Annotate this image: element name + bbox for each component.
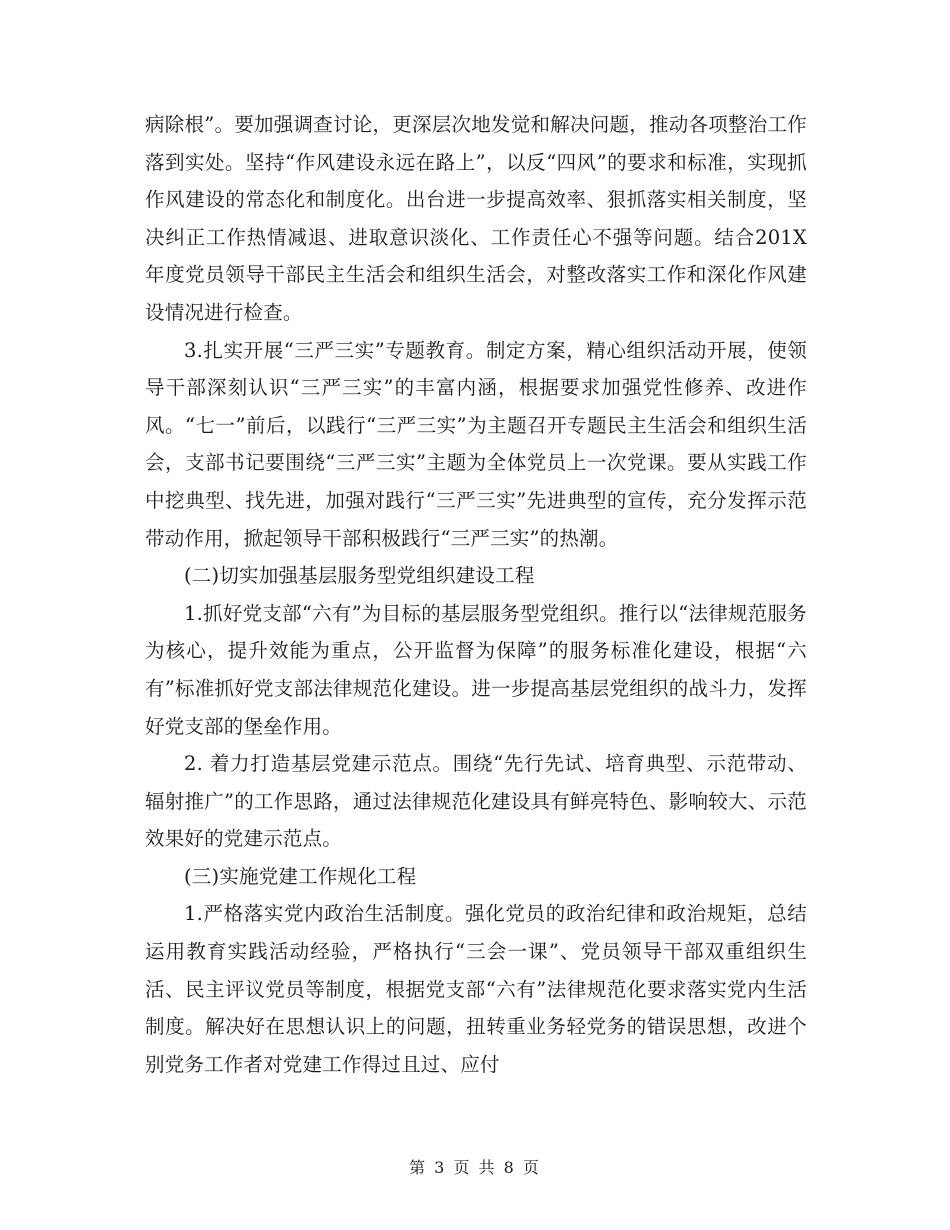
paragraph-2: 3.扎实开展“三严三实”专题教育。制定方案，精心组织活动开展，使领导干部深刻认识“三严三实”的丰富内涵，根据要求加强党性修养、改进作风。“七一”前后，以践行“三严三实”为主题召开专题民主生活会和组织生活会，支部书记要围绕“三严三实”主题为全体党员上一次党课。要从实践工作中挖典型、找先进，加强对践行“三严三实”先进典型的宣传，充分发挥示范带动作用，掀起领导干部积极践行“三严三实”的热潮。 [145, 338, 807, 550]
paragraph-1: 病除根”。要加强调查讨论，更深层次地发觉和解决问题，推动各项整治工作落到实处。坚持“作风建设永远在路上”，以反“四风”的要求和标准，实现抓作风建设的常态化和制度化。出台进一步提高效率、狠抓落实相关制度，坚决纠正工作热情减退、进取意识淡化、工作责任心不强等问题。结合201X年度党员领导干部民主生活会和组织生活会，对整改落实工作和深化作风建设情况进行检查。 [145, 113, 807, 324]
section-heading-3: (三)实施党建工作规化工程 [184, 864, 417, 888]
section-heading-2: (二)切实加强基层服务型党组织建设工程 [184, 564, 535, 588]
page-number-footer: 第 3 页 共 8 页 [409, 1158, 541, 1177]
document-body [145, 106, 807, 1083]
paragraph-3: 1.抓好党支部“六有”为目标的基层服务型党组织。推行以“法律规范服务为核心，提升效能为重点，公开监督为保障”的服务标准化建设，根据“六有”标准抓好党支部法律规范化建设。进一步提高基层党组织的战斗力，发挥好党支部的堡垒作用。 [145, 601, 807, 738]
paragraph-5: 1.严格落实党内政治生活制度。强化党员的政治纪律和政治规矩，总结运用教育实践活动经验，严格执行“三会一课”、党员领导干部双重组织生活、民主评议党员等制度，根据党支部“六有”法律规范化要求落实党内生活制度。解决好在思想认识上的问题，扭转重业务轻党务的错误思想，改进个别党务工作者对党建工作得过且过、应付 [145, 902, 807, 1076]
paragraph-4: 2. 着力打造基层党建示范点。围绕“先行先试、培育典型、示范带动、辐射推广”的工作思路，通过法律规范化建设具有鲜亮特色、影响较大、示范效果好的党建示范点。 [145, 752, 807, 851]
